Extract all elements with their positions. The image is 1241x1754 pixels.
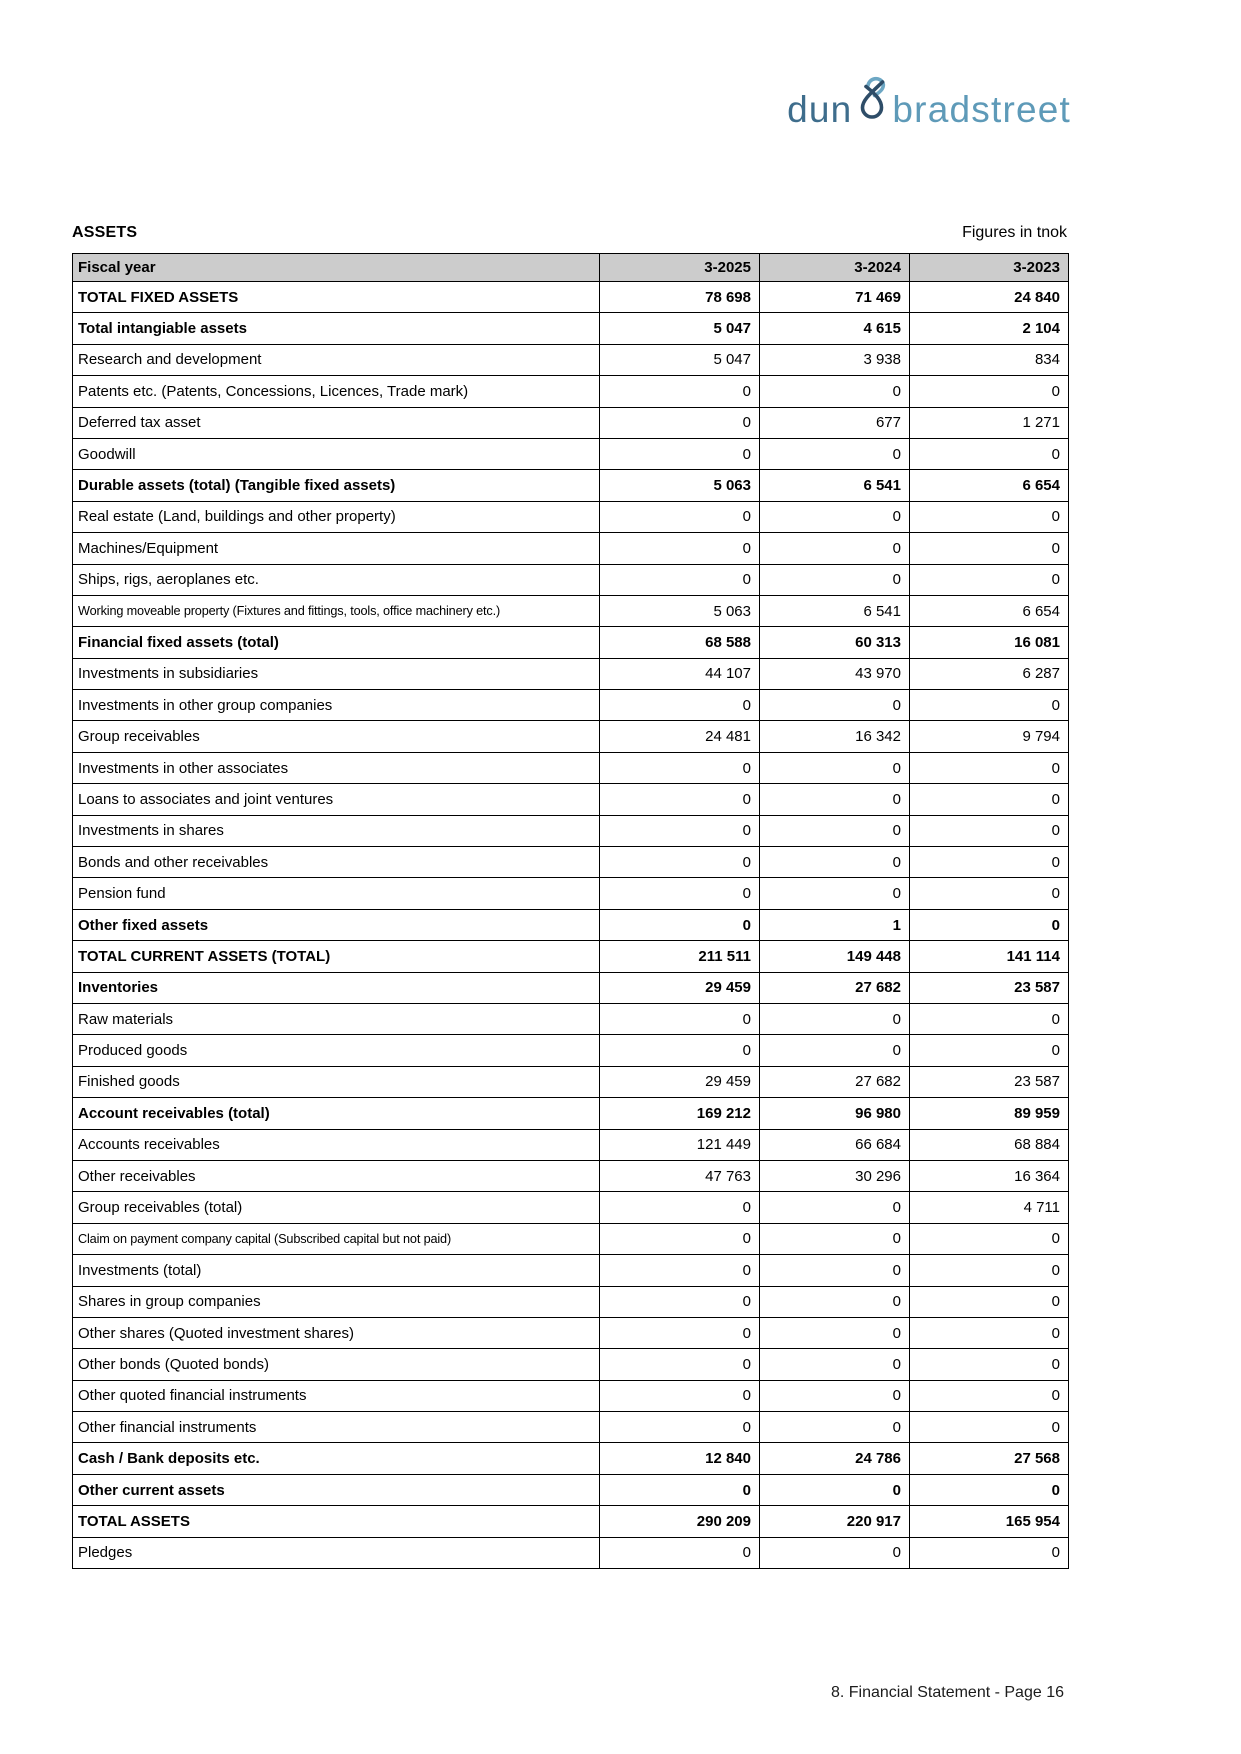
table-row	[73, 815, 1069, 846]
row-label: Inventories	[73, 972, 600, 1003]
row-value-3-2025: 0	[600, 690, 760, 721]
row-value-3-2025: 5 063	[600, 470, 760, 501]
row-value-3-2024: 0	[760, 1286, 910, 1317]
table-row	[73, 376, 1069, 407]
row-value-3-2025: 0	[600, 376, 760, 407]
row-value-3-2023: 0	[910, 847, 1069, 878]
table-row	[73, 1160, 1069, 1191]
row-value-3-2023: 0	[910, 1349, 1069, 1380]
row-value-3-2025: 0	[600, 878, 760, 909]
row-value-3-2025: 24 481	[600, 721, 760, 752]
column-header-3-2025: 3-2025	[600, 254, 760, 282]
row-value-3-2023: 0	[910, 1380, 1069, 1411]
row-label: Other fixed assets	[73, 909, 600, 940]
row-value-3-2023: 6 654	[910, 595, 1069, 626]
row-value-3-2024: 0	[760, 1474, 910, 1505]
table-row	[73, 501, 1069, 532]
table-row	[73, 941, 1069, 972]
row-value-3-2025: 0	[600, 1537, 760, 1568]
table-row	[73, 1412, 1069, 1443]
row-value-3-2025: 68 588	[600, 627, 760, 658]
row-label: Pension fund	[73, 878, 600, 909]
row-value-3-2023: 0	[910, 878, 1069, 909]
row-value-3-2025: 0	[600, 564, 760, 595]
row-value-3-2024: 0	[760, 1349, 910, 1380]
row-value-3-2024: 0	[760, 1035, 910, 1066]
row-value-3-2024: 0	[760, 847, 910, 878]
row-value-3-2024: 0	[760, 564, 910, 595]
dun-bradstreet-logo	[72, 76, 1071, 131]
row-value-3-2023: 23 587	[910, 972, 1069, 1003]
row-label: Bonds and other receivables	[73, 847, 600, 878]
row-value-3-2025: 29 459	[600, 1066, 760, 1097]
table-row	[73, 1223, 1069, 1254]
row-label: Group receivables	[73, 721, 600, 752]
table-row	[73, 595, 1069, 626]
row-label: Machines/Equipment	[73, 533, 600, 564]
row-value-3-2023: 24 840	[910, 282, 1069, 313]
row-value-3-2023: 2 104	[910, 313, 1069, 344]
table-header-row	[73, 254, 1069, 282]
logo-text-bradstreet: bradstreet	[892, 89, 1071, 130]
row-value-3-2023: 0	[910, 784, 1069, 815]
table-row	[73, 972, 1069, 1003]
row-label: Group receivables (total)	[73, 1192, 600, 1223]
table-row	[73, 470, 1069, 501]
row-value-3-2025: 0	[600, 909, 760, 940]
row-value-3-2023: 1 271	[910, 407, 1069, 438]
row-value-3-2024: 16 342	[760, 721, 910, 752]
row-value-3-2025: 0	[600, 1003, 760, 1034]
table-row	[73, 344, 1069, 375]
column-header-3-2024: 3-2024	[760, 254, 910, 282]
row-value-3-2024: 0	[760, 784, 910, 815]
row-value-3-2024: 0	[760, 533, 910, 564]
row-value-3-2024: 0	[760, 1412, 910, 1443]
row-value-3-2025: 0	[600, 1412, 760, 1443]
row-label: Ships, rigs, aeroplanes etc.	[73, 564, 600, 595]
row-label: Other bonds (Quoted bonds)	[73, 1349, 600, 1380]
row-value-3-2023: 0	[910, 1537, 1069, 1568]
row-value-3-2024: 4 615	[760, 313, 910, 344]
row-value-3-2024: 6 541	[760, 470, 910, 501]
table-row	[73, 752, 1069, 783]
row-value-3-2024: 60 313	[760, 627, 910, 658]
row-value-3-2023: 89 959	[910, 1098, 1069, 1129]
row-label: Accounts receivables	[73, 1129, 600, 1160]
row-label: TOTAL CURRENT ASSETS (TOTAL)	[73, 941, 600, 972]
row-label: Other shares (Quoted investment shares)	[73, 1317, 600, 1348]
table-row	[73, 1286, 1069, 1317]
row-label: Durable assets (total) (Tangible fixed assets)	[73, 470, 600, 501]
row-value-3-2024: 0	[760, 1317, 910, 1348]
row-value-3-2025: 0	[600, 752, 760, 783]
table-row	[73, 1066, 1069, 1097]
row-value-3-2025: 0	[600, 1286, 760, 1317]
table-row	[73, 1349, 1069, 1380]
row-value-3-2023: 0	[910, 1317, 1069, 1348]
row-label: Raw materials	[73, 1003, 600, 1034]
table-row	[73, 1192, 1069, 1223]
row-value-3-2025: 44 107	[600, 658, 760, 689]
row-label: Other quoted financial instruments	[73, 1380, 600, 1411]
row-label: Investments in other associates	[73, 752, 600, 783]
row-value-3-2024: 0	[760, 1003, 910, 1034]
row-value-3-2024: 677	[760, 407, 910, 438]
table-row	[73, 438, 1069, 469]
row-value-3-2024: 27 682	[760, 1066, 910, 1097]
row-label: Working moveable property (Fixtures and fittings, tools, office machinery etc.)	[73, 595, 600, 626]
row-value-3-2024: 0	[760, 1192, 910, 1223]
row-value-3-2023: 4 711	[910, 1192, 1069, 1223]
row-value-3-2024: 0	[760, 501, 910, 532]
row-label: Shares in group companies	[73, 1286, 600, 1317]
row-value-3-2025: 0	[600, 1474, 760, 1505]
row-value-3-2025: 12 840	[600, 1443, 760, 1474]
row-label: Finished goods	[73, 1066, 600, 1097]
row-value-3-2025: 0	[600, 501, 760, 532]
figures-unit-note: Figures in tnok	[962, 224, 1067, 241]
row-value-3-2023: 834	[910, 344, 1069, 375]
row-value-3-2023: 6 654	[910, 470, 1069, 501]
row-value-3-2025: 0	[600, 1349, 760, 1380]
row-value-3-2023: 0	[910, 1286, 1069, 1317]
row-value-3-2025: 0	[600, 1380, 760, 1411]
row-value-3-2025: 0	[600, 1223, 760, 1254]
table-row	[73, 847, 1069, 878]
row-value-3-2025: 0	[600, 847, 760, 878]
row-value-3-2023: 0	[910, 376, 1069, 407]
row-label: Other financial instruments	[73, 1412, 600, 1443]
row-value-3-2025: 0	[600, 1035, 760, 1066]
table-row	[73, 721, 1069, 752]
row-label: Goodwill	[73, 438, 600, 469]
row-value-3-2023: 0	[910, 815, 1069, 846]
row-label: Account receivables (total)	[73, 1098, 600, 1129]
row-label: TOTAL FIXED ASSETS	[73, 282, 600, 313]
ampersand-icon	[855, 76, 891, 122]
assets-heading: ASSETS	[72, 224, 138, 241]
row-value-3-2024: 3 938	[760, 344, 910, 375]
row-value-3-2025: 0	[600, 784, 760, 815]
table-row	[73, 627, 1069, 658]
row-value-3-2024: 0	[760, 1223, 910, 1254]
row-value-3-2023: 0	[910, 438, 1069, 469]
table-row	[73, 533, 1069, 564]
row-value-3-2023: 0	[910, 1223, 1069, 1254]
row-label: Other receivables	[73, 1160, 600, 1191]
row-value-3-2024: 0	[760, 878, 910, 909]
row-value-3-2024: 0	[760, 376, 910, 407]
table-row	[73, 690, 1069, 721]
table-row	[73, 909, 1069, 940]
row-value-3-2023: 16 081	[910, 627, 1069, 658]
row-label: Cash / Bank deposits etc.	[73, 1443, 600, 1474]
table-row	[73, 1443, 1069, 1474]
page-footer: 8. Financial Statement - Page 16	[830, 1684, 1064, 1701]
row-value-3-2024: 71 469	[760, 282, 910, 313]
table-row	[73, 1474, 1069, 1505]
row-value-3-2023: 0	[910, 1255, 1069, 1286]
table-row	[73, 658, 1069, 689]
table-row	[73, 313, 1069, 344]
assets-table	[72, 253, 1069, 1569]
row-value-3-2024: 96 980	[760, 1098, 910, 1129]
row-label: TOTAL ASSETS	[73, 1506, 600, 1537]
row-label: Investments (total)	[73, 1255, 600, 1286]
row-value-3-2023: 0	[910, 533, 1069, 564]
row-label: Deferred tax asset	[73, 407, 600, 438]
table-row	[73, 1506, 1069, 1537]
row-value-3-2025: 78 698	[600, 282, 760, 313]
row-value-3-2023: 0	[910, 909, 1069, 940]
row-value-3-2025: 0	[600, 533, 760, 564]
row-value-3-2023: 6 287	[910, 658, 1069, 689]
table-row	[73, 1317, 1069, 1348]
table-row	[73, 1035, 1069, 1066]
row-label: Loans to associates and joint ventures	[73, 784, 600, 815]
row-value-3-2024: 66 684	[760, 1129, 910, 1160]
row-value-3-2023: 68 884	[910, 1129, 1069, 1160]
row-value-3-2024: 0	[760, 1255, 910, 1286]
row-value-3-2023: 0	[910, 752, 1069, 783]
row-value-3-2025: 0	[600, 438, 760, 469]
row-label: Investments in shares	[73, 815, 600, 846]
row-value-3-2025: 0	[600, 1317, 760, 1348]
table-row	[73, 1537, 1069, 1568]
row-value-3-2025: 0	[600, 1192, 760, 1223]
table-row	[73, 407, 1069, 438]
row-label: Pledges	[73, 1537, 600, 1568]
row-value-3-2024: 0	[760, 1537, 910, 1568]
row-label: Patents etc. (Patents, Concessions, Licences, Trade mark)	[73, 376, 600, 407]
table-row	[73, 1098, 1069, 1129]
row-value-3-2024: 24 786	[760, 1443, 910, 1474]
row-value-3-2024: 1	[760, 909, 910, 940]
row-value-3-2025: 0	[600, 1255, 760, 1286]
table-row	[73, 1255, 1069, 1286]
row-value-3-2025: 47 763	[600, 1160, 760, 1191]
row-value-3-2023: 0	[910, 501, 1069, 532]
row-value-3-2023: 0	[910, 1412, 1069, 1443]
table-row	[73, 282, 1069, 313]
logo-text-dun: dun	[787, 89, 853, 130]
row-value-3-2023: 0	[910, 1035, 1069, 1066]
row-value-3-2023: 16 364	[910, 1160, 1069, 1191]
row-label: Investments in other group companies	[73, 690, 600, 721]
row-value-3-2024: 30 296	[760, 1160, 910, 1191]
row-label: Other current assets	[73, 1474, 600, 1505]
row-value-3-2024: 0	[760, 438, 910, 469]
row-label: Produced goods	[73, 1035, 600, 1066]
table-row	[73, 784, 1069, 815]
row-label: Total intangiable assets	[73, 313, 600, 344]
table-caption-row	[72, 224, 1067, 242]
row-value-3-2025: 121 449	[600, 1129, 760, 1160]
table-row	[73, 564, 1069, 595]
row-value-3-2023: 165 954	[910, 1506, 1069, 1537]
row-value-3-2023: 0	[910, 564, 1069, 595]
row-value-3-2024: 0	[760, 1380, 910, 1411]
row-value-3-2023: 0	[910, 1474, 1069, 1505]
table-row	[73, 1129, 1069, 1160]
row-value-3-2024: 6 541	[760, 595, 910, 626]
row-value-3-2025: 290 209	[600, 1506, 760, 1537]
row-value-3-2023: 27 568	[910, 1443, 1069, 1474]
row-value-3-2025: 5 063	[600, 595, 760, 626]
row-label: Real estate (Land, buildings and other property)	[73, 501, 600, 532]
row-value-3-2024: 43 970	[760, 658, 910, 689]
row-value-3-2024: 220 917	[760, 1506, 910, 1537]
row-value-3-2025: 169 212	[600, 1098, 760, 1129]
table-row	[73, 1003, 1069, 1034]
row-value-3-2023: 0	[910, 1003, 1069, 1034]
table-row	[73, 878, 1069, 909]
row-value-3-2023: 9 794	[910, 721, 1069, 752]
row-label: Financial fixed assets (total)	[73, 627, 600, 658]
row-value-3-2024: 0	[760, 815, 910, 846]
row-value-3-2024: 149 448	[760, 941, 910, 972]
column-header-3-2023: 3-2023	[910, 254, 1069, 282]
row-value-3-2023: 23 587	[910, 1066, 1069, 1097]
row-value-3-2023: 0	[910, 690, 1069, 721]
row-value-3-2025: 29 459	[600, 972, 760, 1003]
row-value-3-2024: 0	[760, 690, 910, 721]
row-value-3-2025: 0	[600, 407, 760, 438]
row-label: Claim on payment company capital (Subscribed capital but not paid)	[73, 1223, 600, 1254]
row-value-3-2023: 141 114	[910, 941, 1069, 972]
row-value-3-2025: 5 047	[600, 313, 760, 344]
row-label: Investments in subsidiaries	[73, 658, 600, 689]
row-value-3-2025: 5 047	[600, 344, 760, 375]
row-value-3-2025: 0	[600, 815, 760, 846]
row-label: Research and development	[73, 344, 600, 375]
table-row	[73, 1380, 1069, 1411]
row-value-3-2024: 0	[760, 752, 910, 783]
row-value-3-2025: 211 511	[600, 941, 760, 972]
row-value-3-2024: 27 682	[760, 972, 910, 1003]
fiscal-year-header: Fiscal year	[73, 254, 600, 282]
